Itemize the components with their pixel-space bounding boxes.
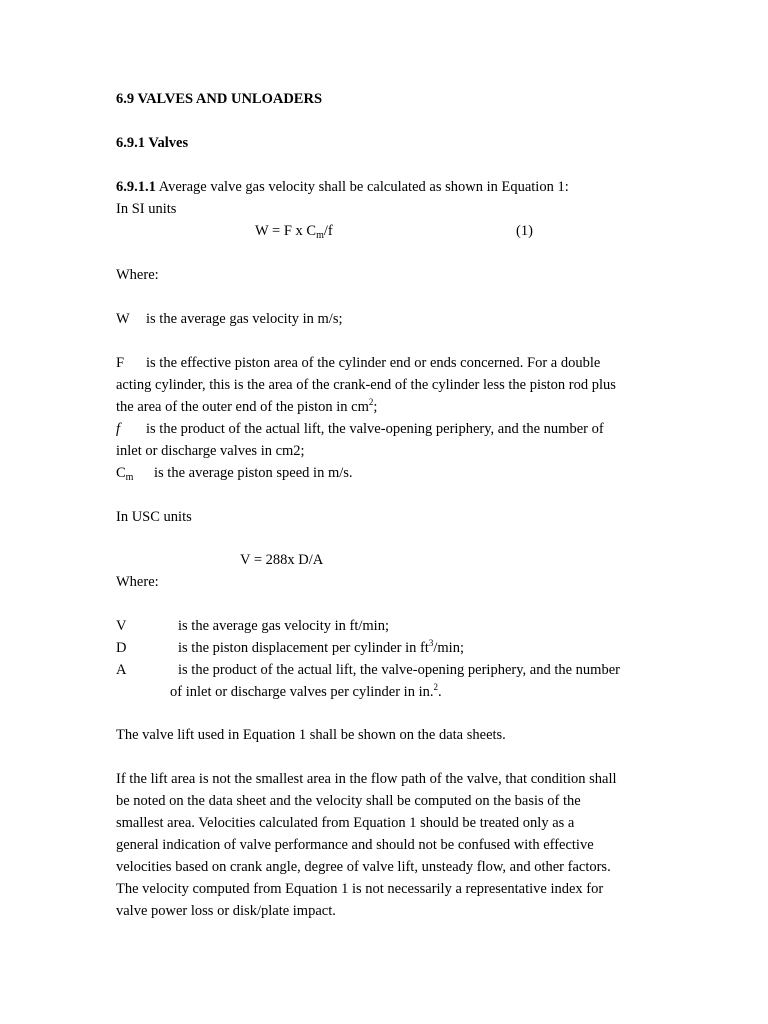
symbol-a: A bbox=[116, 662, 127, 678]
si-units-label: In SI units bbox=[116, 201, 177, 217]
definition-small-f-line-2: inlet or discharge valves in cm2; bbox=[116, 443, 305, 459]
definition-cm: is the average piston speed in m/s. bbox=[154, 465, 353, 481]
intro-line bbox=[116, 176, 569, 198]
paragraph-lift-area-line-7: valve power loss or disk/plate impact. bbox=[116, 903, 336, 919]
symbol-small-f: f bbox=[116, 421, 121, 437]
definition-a-end: . bbox=[437, 684, 442, 700]
definition-d bbox=[178, 637, 464, 659]
equation-1-subscript: m bbox=[316, 230, 324, 241]
paragraph-valve-lift: The valve lift used in Equation 1 shall be shown on the data sheets. bbox=[116, 727, 506, 743]
paragraph-lift-area-line-6: The velocity computed from Equation 1 is not necessarily a representative index for bbox=[116, 881, 604, 897]
definition-a-line-2 bbox=[170, 681, 442, 703]
definition-f-line-3-end: ; bbox=[373, 399, 378, 415]
usc-where-label: Where: bbox=[116, 574, 159, 590]
intro-text: Average valve gas velocity shall be calculated as shown in Equation 1: bbox=[155, 179, 569, 195]
definition-f-line-3-text: the area of the outer end of the piston in cm bbox=[116, 399, 369, 415]
definition-small-f-line-1: is the product of the actual lift, the valve-opening periphery, and the number of bbox=[146, 421, 604, 437]
paragraph-lift-area-line-5: velocities based on crank angle, degree of valve lift, unsteady flow, and other factors. bbox=[116, 859, 611, 875]
equation-1-left: W = F x C bbox=[255, 223, 317, 239]
definition-d-text: is the piston displacement per cylinder in ft bbox=[178, 640, 429, 656]
clause-number: 6.9.1.1 bbox=[116, 179, 156, 195]
definition-f-line-2: acting cylinder, this is the area of the crank-end of the cylinder less the piston rod plus bbox=[116, 377, 616, 393]
symbol-v: V bbox=[116, 618, 127, 634]
definition-f-line-3 bbox=[116, 396, 377, 418]
definition-d-end: /min; bbox=[433, 640, 464, 656]
symbol-cm bbox=[116, 462, 133, 484]
usc-units-label: In USC units bbox=[116, 509, 192, 525]
symbol-cm-subscript: m bbox=[125, 472, 134, 483]
equation-usc: V = 288x D/A bbox=[240, 552, 324, 568]
definition-a-line-1: is the product of the actual lift, the valve-opening periphery, and the number bbox=[178, 662, 620, 678]
section-heading: 6.9 VALVES AND UNLOADERS bbox=[116, 91, 323, 107]
definition-f-line-1: is the effective piston area of the cylinder end or ends concerned. For a double bbox=[146, 355, 601, 371]
definition-f-superscript: 2 bbox=[368, 397, 374, 407]
si-where-label: Where: bbox=[116, 267, 159, 283]
paragraph-lift-area-line-4: general indication of valve performance and should not be confused with effective bbox=[116, 837, 594, 853]
equation-1-right: /f bbox=[323, 223, 333, 239]
subsection-heading: 6.9.1 Valves bbox=[116, 135, 189, 151]
symbol-cm-letter: C bbox=[116, 465, 126, 481]
definition-a-line-2-text: of inlet or discharge valves per cylinder in in. bbox=[170, 684, 434, 700]
symbol-f: F bbox=[116, 355, 125, 371]
symbol-d: D bbox=[116, 640, 127, 656]
paragraph-lift-area-line-3: smallest area. Velocities calculated from Equation 1 should be treated only as a bbox=[116, 815, 575, 831]
paragraph-lift-area-line-2: be noted on the data sheet and the velocity shall be computed on the basis of the bbox=[116, 793, 581, 809]
definition-v: is the average gas velocity in ft/min; bbox=[178, 618, 389, 634]
equation-1 bbox=[255, 220, 333, 242]
equation-1-number: (1) bbox=[516, 223, 533, 239]
definition-d-superscript: 3 bbox=[428, 638, 434, 648]
definition-a-superscript: 2 bbox=[433, 682, 438, 692]
paragraph-lift-area-line-1: If the lift area is not the smallest area in the flow path of the valve, that condition shall bbox=[116, 771, 617, 787]
definition-w: is the average gas velocity in m/s; bbox=[146, 311, 343, 327]
symbol-w: W bbox=[116, 311, 130, 327]
